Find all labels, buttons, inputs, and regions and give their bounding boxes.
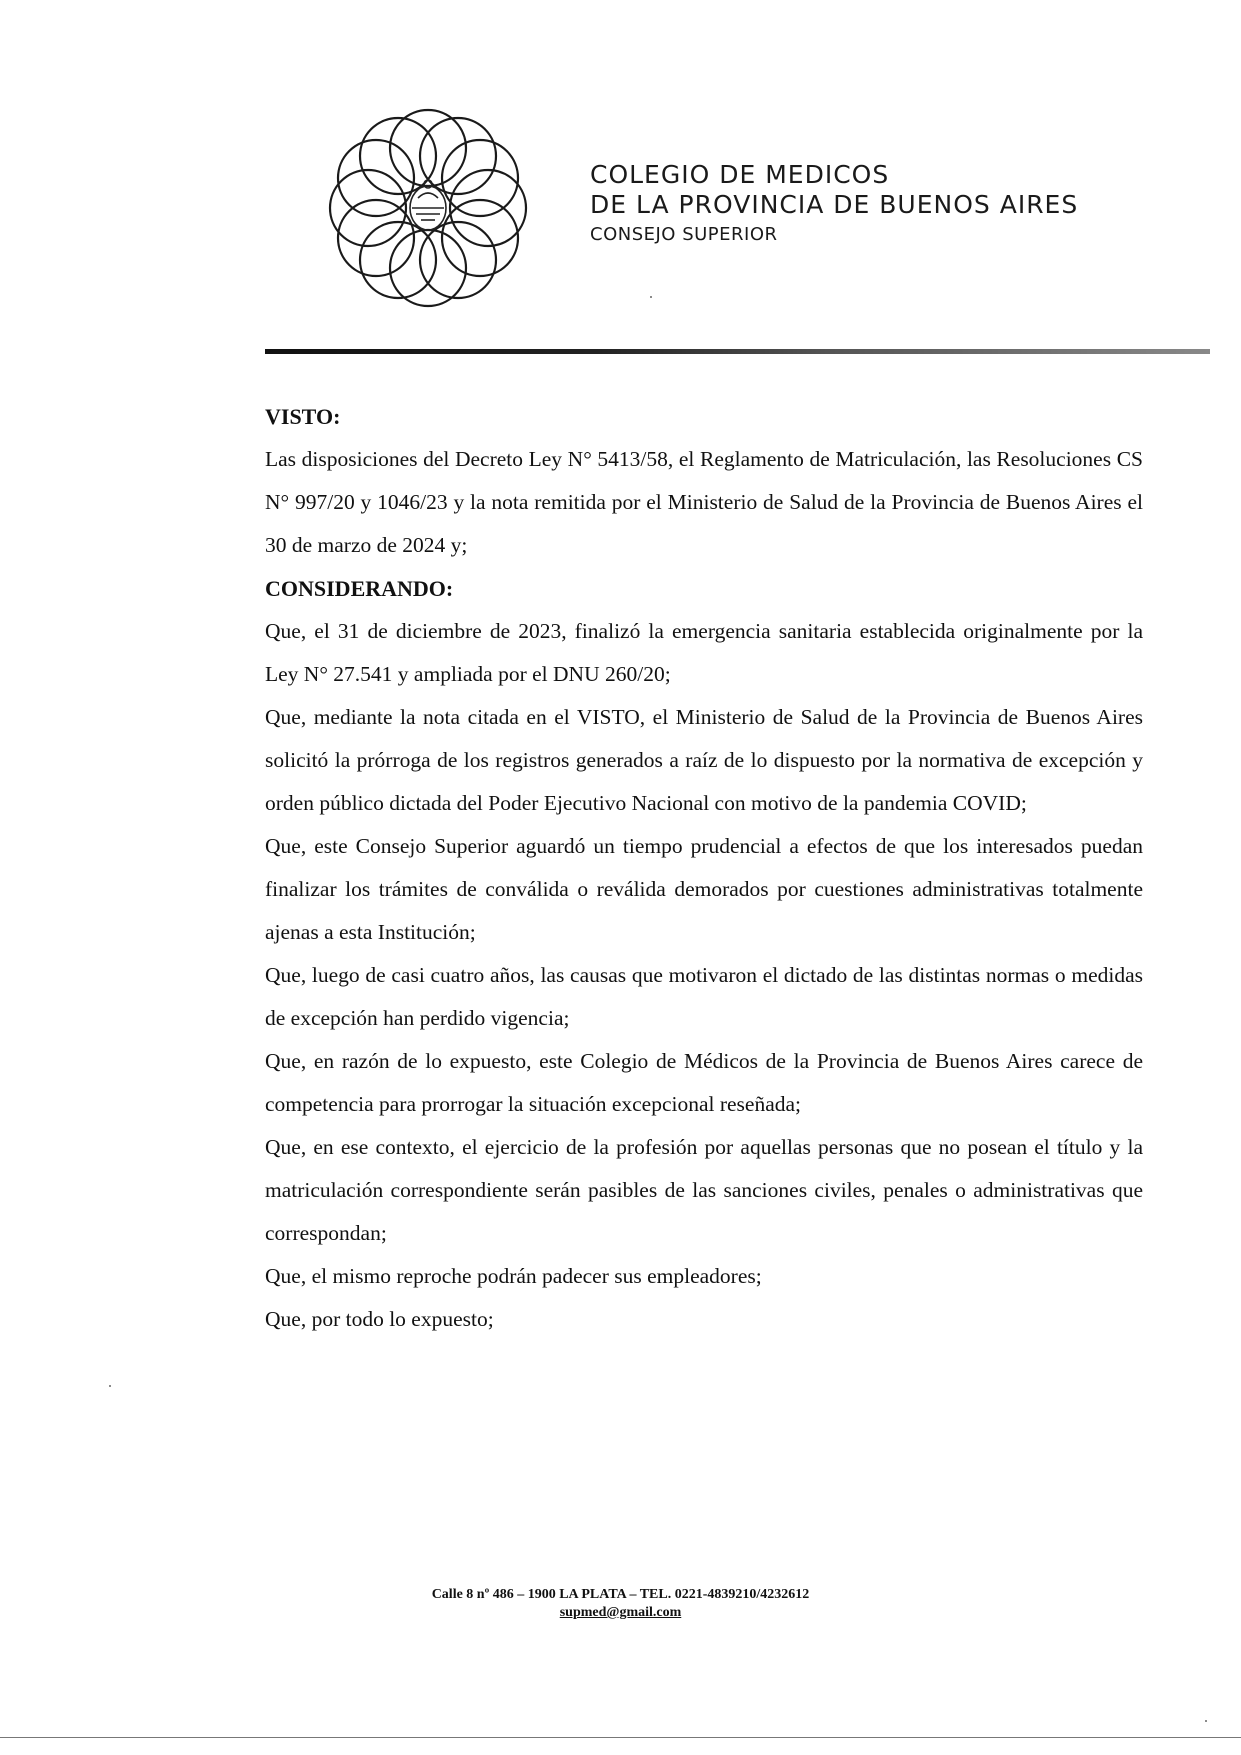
- visto-heading: VISTO:: [265, 404, 341, 429]
- document-body: [265, 395, 1143, 1341]
- considerando-paragraph: Que, en razón de lo expuesto, este Colegio de Médicos de la Provincia de Buenos Aires carece de competencia para prorrogar la situación excepcional reseñada;: [265, 1049, 1143, 1116]
- footer-address: Calle 8 nº 486 – 1900 LA PLATA – TEL. 0221-4839210/4232612: [431, 1587, 810, 1602]
- considerando-paragraph: Que, luego de casi cuatro años, las causas que motivaron el dictado de las distintas normas o medidas de excepción han perdido vigencia;: [265, 963, 1143, 1030]
- considerando-paragraph: Que, por todo lo expuesto;: [265, 1307, 494, 1331]
- org-name-line2: DE LA PROVINCIA DE BUENOS AIRES: [590, 190, 1079, 219]
- org-name-line1: COLEGIO DE MEDICOS: [590, 160, 890, 189]
- footer-email-link[interactable]: supmed@gmail.com: [559, 1605, 682, 1620]
- considerando-heading: CONSIDERANDO:: [265, 576, 454, 601]
- bottom-divider: [0, 1737, 1241, 1738]
- considerando-paragraph: Que, el mismo reproche podrán padecer sus empleadores;: [265, 1264, 762, 1288]
- considerando-paragraph: Que, mediante la nota citada en el VISTO, el Ministerio de Salud de la Provincia de Buenos Aires solicitó la prórroga de los registros generados a raíz de lo dispuesto por la normativa de excepción y orden público dictada del Poder Ejecutivo Nacional con motivo de la pandemia COVID;: [265, 705, 1143, 815]
- page-footer: [0, 1586, 1241, 1622]
- organization-name: [590, 160, 1078, 248]
- scan-speck: [650, 296, 652, 298]
- org-council-name: CONSEJO SUPERIOR: [590, 224, 778, 245]
- considerando-paragraph: Que, el 31 de diciembre de 2023, finalizó la emergencia sanitaria establecida originalmente por la Ley N° 27.541 y ampliada por el DNU 260/20;: [265, 619, 1143, 686]
- scan-speck: [1205, 1720, 1207, 1722]
- colegio-medicos-seal-icon: [300, 80, 556, 336]
- considerando-paragraph: Que, en ese contexto, el ejercicio de la profesión por aquellas personas que no posean el título y la matriculación correspondiente serán pasibles de las sanciones civiles, penales o administrativas que correspondan;: [265, 1135, 1143, 1245]
- considerando-paragraph: Que, este Consejo Superior aguardó un tiempo prudencial a efectos de que los interesados puedan finalizar los trámites de conválida o reválida demorados por cuestiones administrativas totalmente ajenas a esta Institución;: [265, 834, 1143, 944]
- scan-speck: [109, 1385, 111, 1387]
- header-divider: [265, 349, 1210, 354]
- visto-paragraph: Las disposiciones del Decreto Ley N° 5413/58, el Reglamento de Matriculación, las Resoluciones CS N° 997/20 y 1046/23 y la nota remitida por el Ministerio de Salud de la Provincia de Buenos Aires el 30 de marzo de 2024 y;: [265, 447, 1143, 557]
